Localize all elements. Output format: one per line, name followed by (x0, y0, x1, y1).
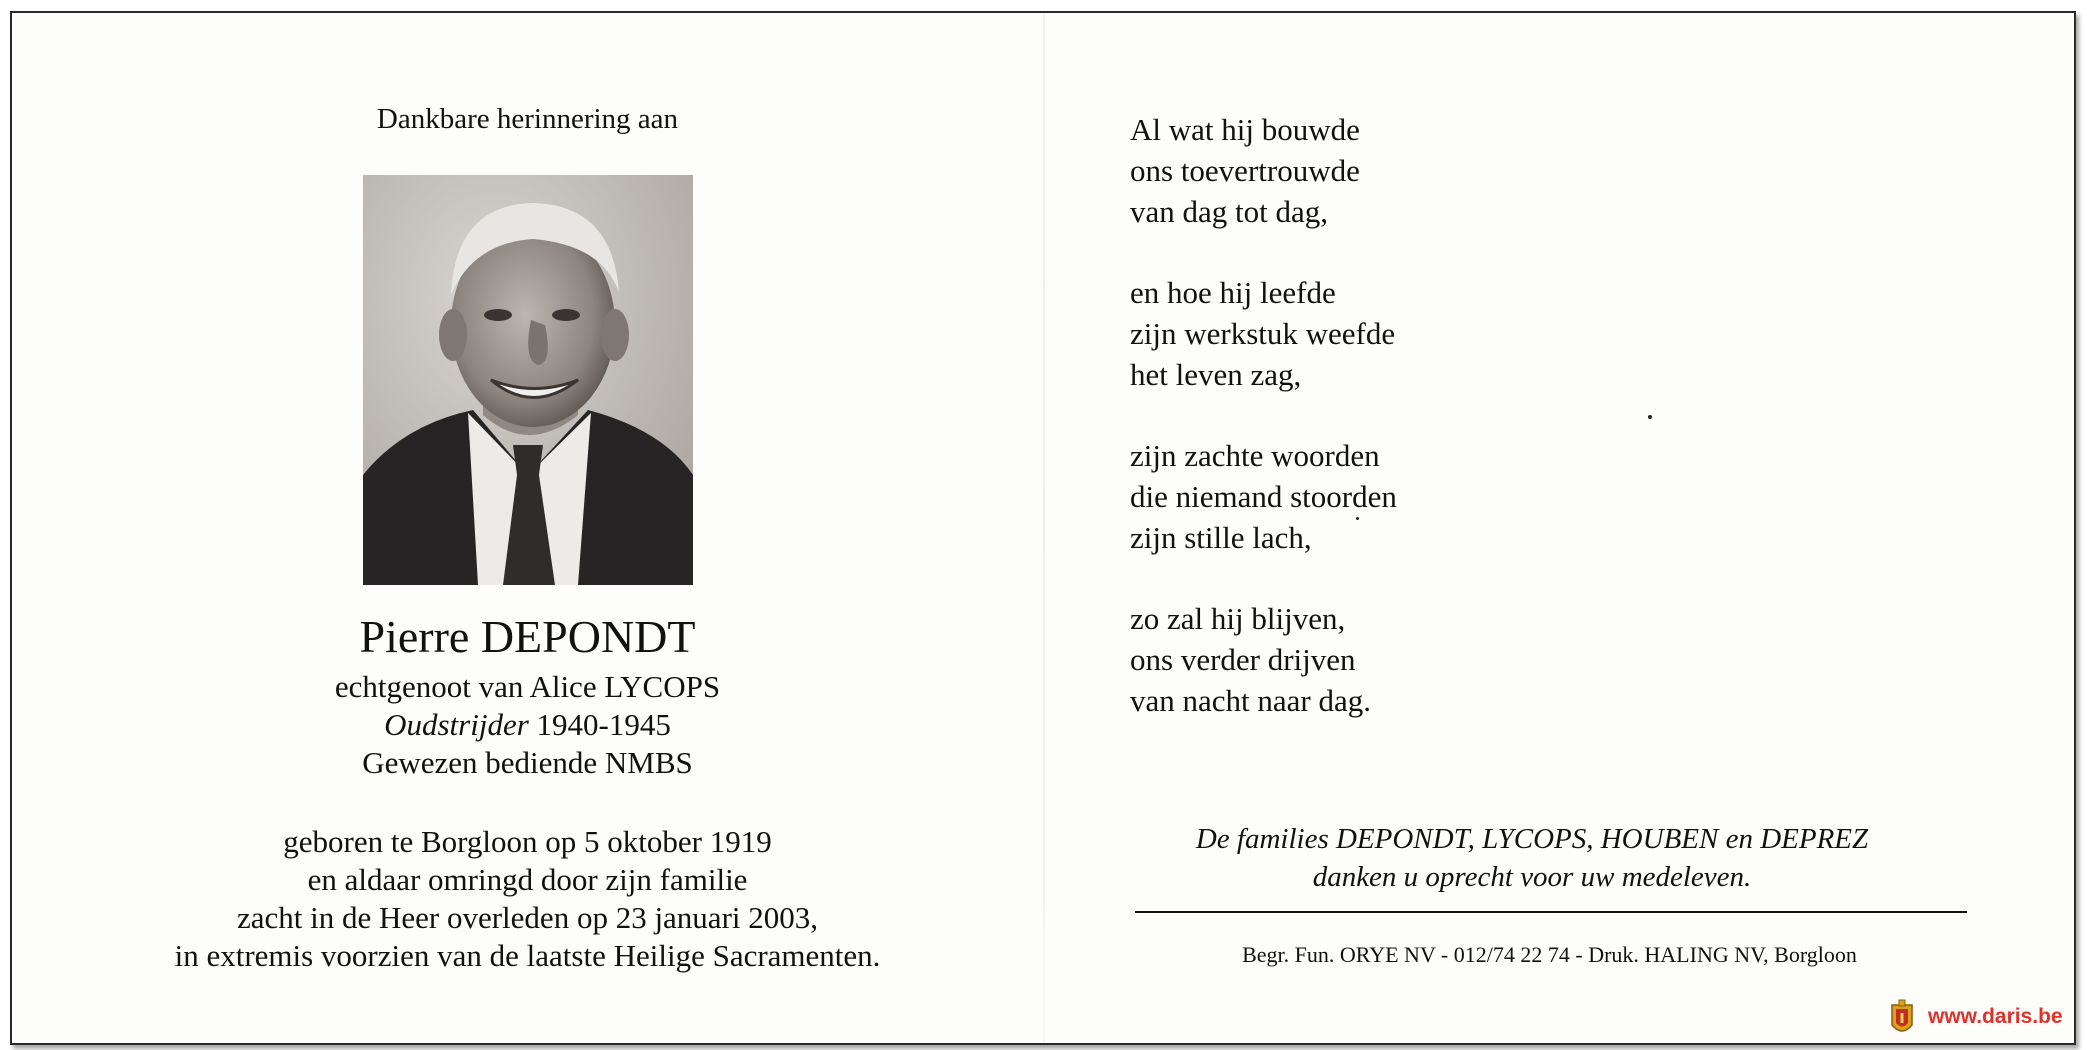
print-speck (1356, 517, 1359, 520)
divider-line (1135, 911, 1967, 913)
poem-line: ons toevertrouwde (1130, 153, 1360, 188)
printer-credit: Begr. Fun. ORYE NV - 012/74 22 74 - Druk. HALING NV, Borgloon (1242, 942, 1857, 967)
daris-crest-icon (1888, 999, 1916, 1039)
personal-details (12, 668, 1043, 782)
watermark-site-link[interactable]: www.daris.be (1928, 1005, 2063, 1028)
print-speck (1648, 415, 1652, 419)
poem-line: het leven zag, (1130, 357, 1302, 392)
poem-line: die niemand stoorden (1130, 479, 1397, 514)
death-line: zacht in de Heer overleden op 23 januari 2003, (236, 900, 819, 935)
occupation-line: Gewezen bediende NMBS (362, 745, 693, 780)
deceased-name: Pierre DEPONDT (359, 611, 696, 662)
thanks-families: De families DEPONDT, LYCOPS, HOUBEN en DEPREZ (1195, 823, 1869, 855)
veteran-label: Oudstrijder (384, 707, 529, 742)
spouse-line: echtgenoot van Alice LYCOPS (334, 669, 721, 704)
portrait-photo (363, 175, 693, 585)
memorial-card (10, 11, 2076, 1045)
poem-line: en hoe hij leefde (1130, 275, 1336, 310)
family-thanks (1132, 820, 1932, 896)
residence-line: en aldaar omringd door zijn familie (307, 862, 748, 897)
poem-stanza-4 (1130, 598, 1397, 721)
poem-stanza-2 (1130, 272, 1397, 395)
poem-line: zijn werkstuk weefde (1130, 316, 1396, 351)
poem-line: zijn stille lach, (1130, 520, 1312, 555)
poem-line: ons verder drijven (1130, 642, 1356, 677)
card-fold (1043, 13, 1045, 1043)
life-dates (12, 823, 1043, 975)
poem-line: van dag tot dag, (1130, 194, 1329, 229)
veteran-years: 1940-1945 (536, 707, 671, 742)
birth-line: geboren te Borgloon op 5 oktober 1919 (283, 824, 772, 859)
intro-text: Dankbare herinnering aan (376, 103, 679, 135)
poem-line: zo zal hij blijven, (1130, 601, 1346, 636)
memorial-poem (1130, 109, 1397, 761)
poem-stanza-1 (1130, 109, 1397, 232)
poem-line: van nacht naar dag. (1130, 683, 1371, 718)
sacraments-line: in extremis voorzien van de laatste Heilige Sacramenten. (174, 938, 881, 973)
poem-line: Al wat hij bouwde (1130, 112, 1360, 147)
poem-line: zijn zachte woorden (1130, 438, 1380, 473)
veteran-line (12, 706, 1043, 744)
poem-stanza-3 (1130, 435, 1397, 558)
thanks-message: danken u oprecht voor uw medeleven. (1312, 861, 1752, 893)
left-page (12, 13, 1043, 1043)
